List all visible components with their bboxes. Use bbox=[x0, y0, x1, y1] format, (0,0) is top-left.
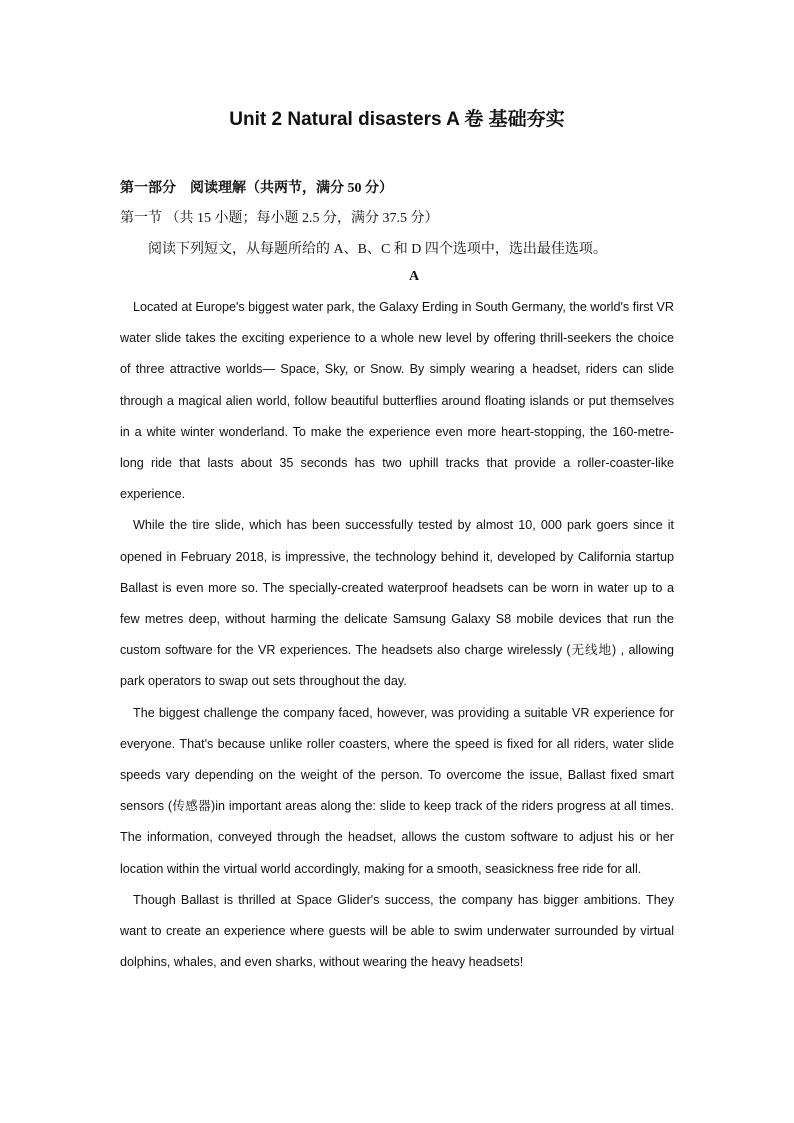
reading-instructions: 阅读下列短文，从每题所给的 A、B、C 和 D 四个选项中，选出最佳选项。 bbox=[148, 242, 607, 257]
passage-paragraph: Located at Europe's biggest water park, the Galaxy Erding in South Germany, the world's first VR water slide takes the exciting experience to a whole new level by offering thrill-seekers the choice of three attractive worlds— Space, Sky, or Snow. By simply wearing a headset, riders can slide through a magical alien world, follow beautiful butterflies around floating islands or put themselves in a white winter wonderland. To make the experience even more heart-stopping, the 160-metre-long ride that lasts about 35 seconds has two uphill tracks that provide a roller-coaster-like experience. bbox=[120, 300, 674, 502]
passage-paragraph: Though Ballast is thrilled at Space Glider's success, the company has bigger ambitions. They want to create an experience where guests will be able to swim underwater surrounded by virtual dolphins, whales, and even sharks, without wearing the heavy headsets! bbox=[120, 892, 674, 970]
document-title: Unit 2 Natural disasters A 卷 基础夯实 bbox=[229, 109, 565, 130]
passage-label: A bbox=[408, 269, 420, 284]
section-heading: 第一部分 阅读理解（共两节，满分 50 分） bbox=[120, 181, 393, 196]
subsection-heading: 第一节 （共 15 小题；每小题 2.5 分，满分 37.5 分） bbox=[120, 211, 439, 226]
passage-paragraph: While the tire slide, which has been successfully tested by almost 10, 000 park goers since it opened in February 2018, is impressive, the technology behind it, developed by California startup Ballast is even more so. The specially-created waterproof headsets can be worn in water up to a few metres deep, without harming the delicate Samsung Galaxy S8 mobile devices that run the custom software for the VR experiences. The headsets also charge wirelessly (无线地) , allowing park operators to swap out sets throughout the day. bbox=[120, 518, 674, 689]
reading-passage bbox=[120, 292, 674, 978]
passage-paragraph: The biggest challenge the company faced, however, was providing a suitable VR experience for everyone. That's because unlike roller coasters, where the speed is fixed for all riders, water slide speeds vary depending on the weight of the person. To overcome the issue, Ballast fixed smart sensors (传感器)in important areas along the: slide to keep track of the riders progress at all times. The information, conveyed through the headset, allows the custom software to adjust his or her location within the virtual world accordingly, making for a smooth, seasickness free ride for all. bbox=[120, 705, 674, 876]
